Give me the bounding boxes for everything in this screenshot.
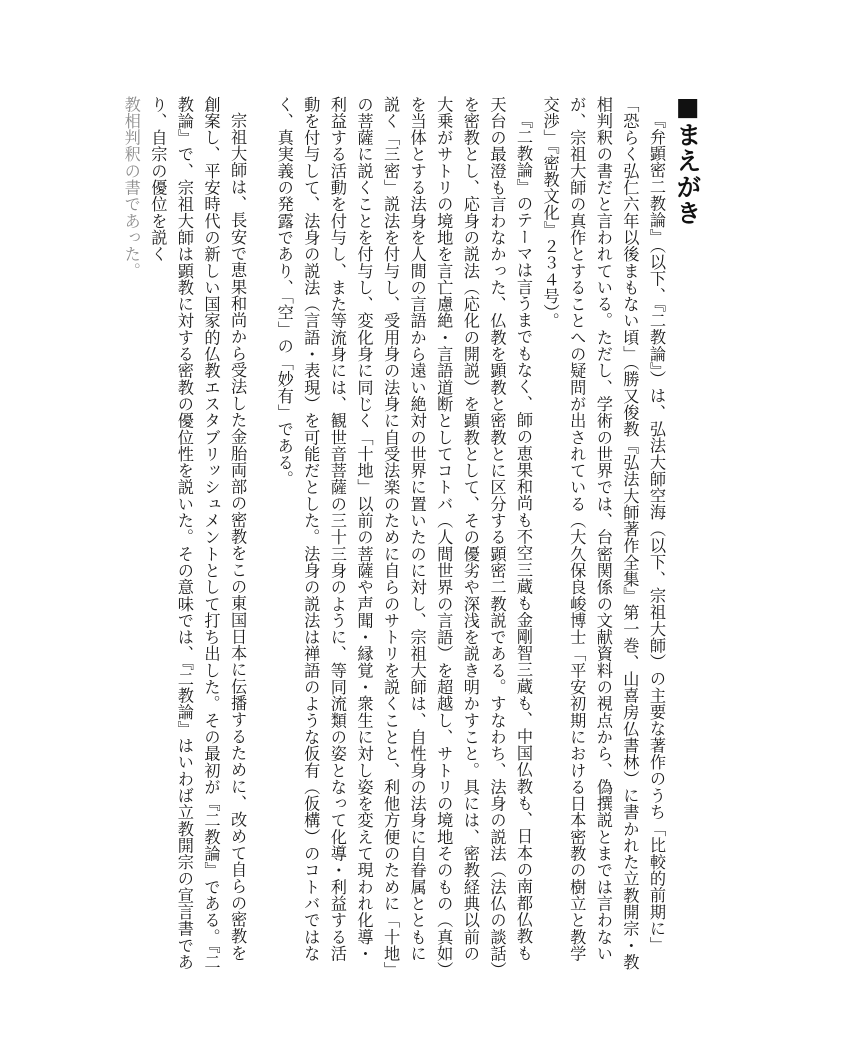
paragraph-1: 『弁顕密二教論』（以下、『二教論』）は、弘法大師空海（以下、宗祖大師）の主要な著作のうち「比較的前期に」「恐らく弘仁六年以後まもない頃」（勝又俊教『弘法大師著作全集』第一巻、山喜房仏書林）に書かれた立教開宗・教相判釈の書だと言われている。ただし、学術の世界では、台密関係の文献資料の視点から、偽撰説とまでは言わないが、宗祖大師の真作とすることへの疑問が出されている（大久保良峻博士「平安初期における日本密教の樹立と教学交渉」『密教文化』２３４号）。 <box>540 96 666 971</box>
heading-square-icon: ■ <box>673 92 702 122</box>
body-text <box>109 96 669 976</box>
paragraph-2: 『二教論』のテーマは言うまでもなく、師の恵果和尚も不空三蔵も金剛智三蔵も、中国仏教も、日本の南都仏教も天台の最澄も言わなかった、仏教を顕教と密教とに区分する顕密二教説である。すなわち、法身の説法（法仏の談話）を密教とし、応身の説法（応化の開説）を顕教として、その優劣や深浅を説き明かすこと。具には、密教経典以前の大乗がサトリの境地を言亡慮絶・言語道断としてコトバ（人間世界の言語）を超越し、サトリの境地そのもの（真如）を当体とする法身を人間の言語から遠い絶対の世界に置いたのに対し、宗祖大師は、自性身の法身に自眷属とともに説く「三密」説法を付与し、受用身の法身に自受法楽のために自らのサトリを説くことと、利他方便のために「十地」の菩薩に説くことを付与し、変化身に同じく「十地」以前の菩薩や声聞・縁覚・衆生に対し姿を変えて現われ化導・利益する活動を付与し、また等流身には、観世音菩薩の三十三身のように、等同流類の姿となって化導・利益する活動を付与して、法身の説法（言語・表現）を可能だとした。法身の説法は禅語のような仮有（仮構）のコトバではなく、真実義の発露であり、「空」の「妙有」である。 <box>274 96 534 971</box>
heading-title: まえがき <box>673 122 702 226</box>
paragraph-4: 教相判釈の書であった。 <box>121 96 141 280</box>
section-heading <box>672 92 702 226</box>
paragraph-3: 宗祖大師は、長安で恵果和尚から受法した金胎両部の密教をこの東国日本に伝播するために、改めて自らの密教を創案し、平安時代の新しい国家的仏教エスタブリッシュメントとして打ち出した。その最初が『二教論』である。『二教論』で、宗祖大師は顕教に対する密教の優位性を説いた。その意味では、『二教論』はいわば立教開宗の宣言書であり、自宗の優位を説く <box>148 96 248 971</box>
